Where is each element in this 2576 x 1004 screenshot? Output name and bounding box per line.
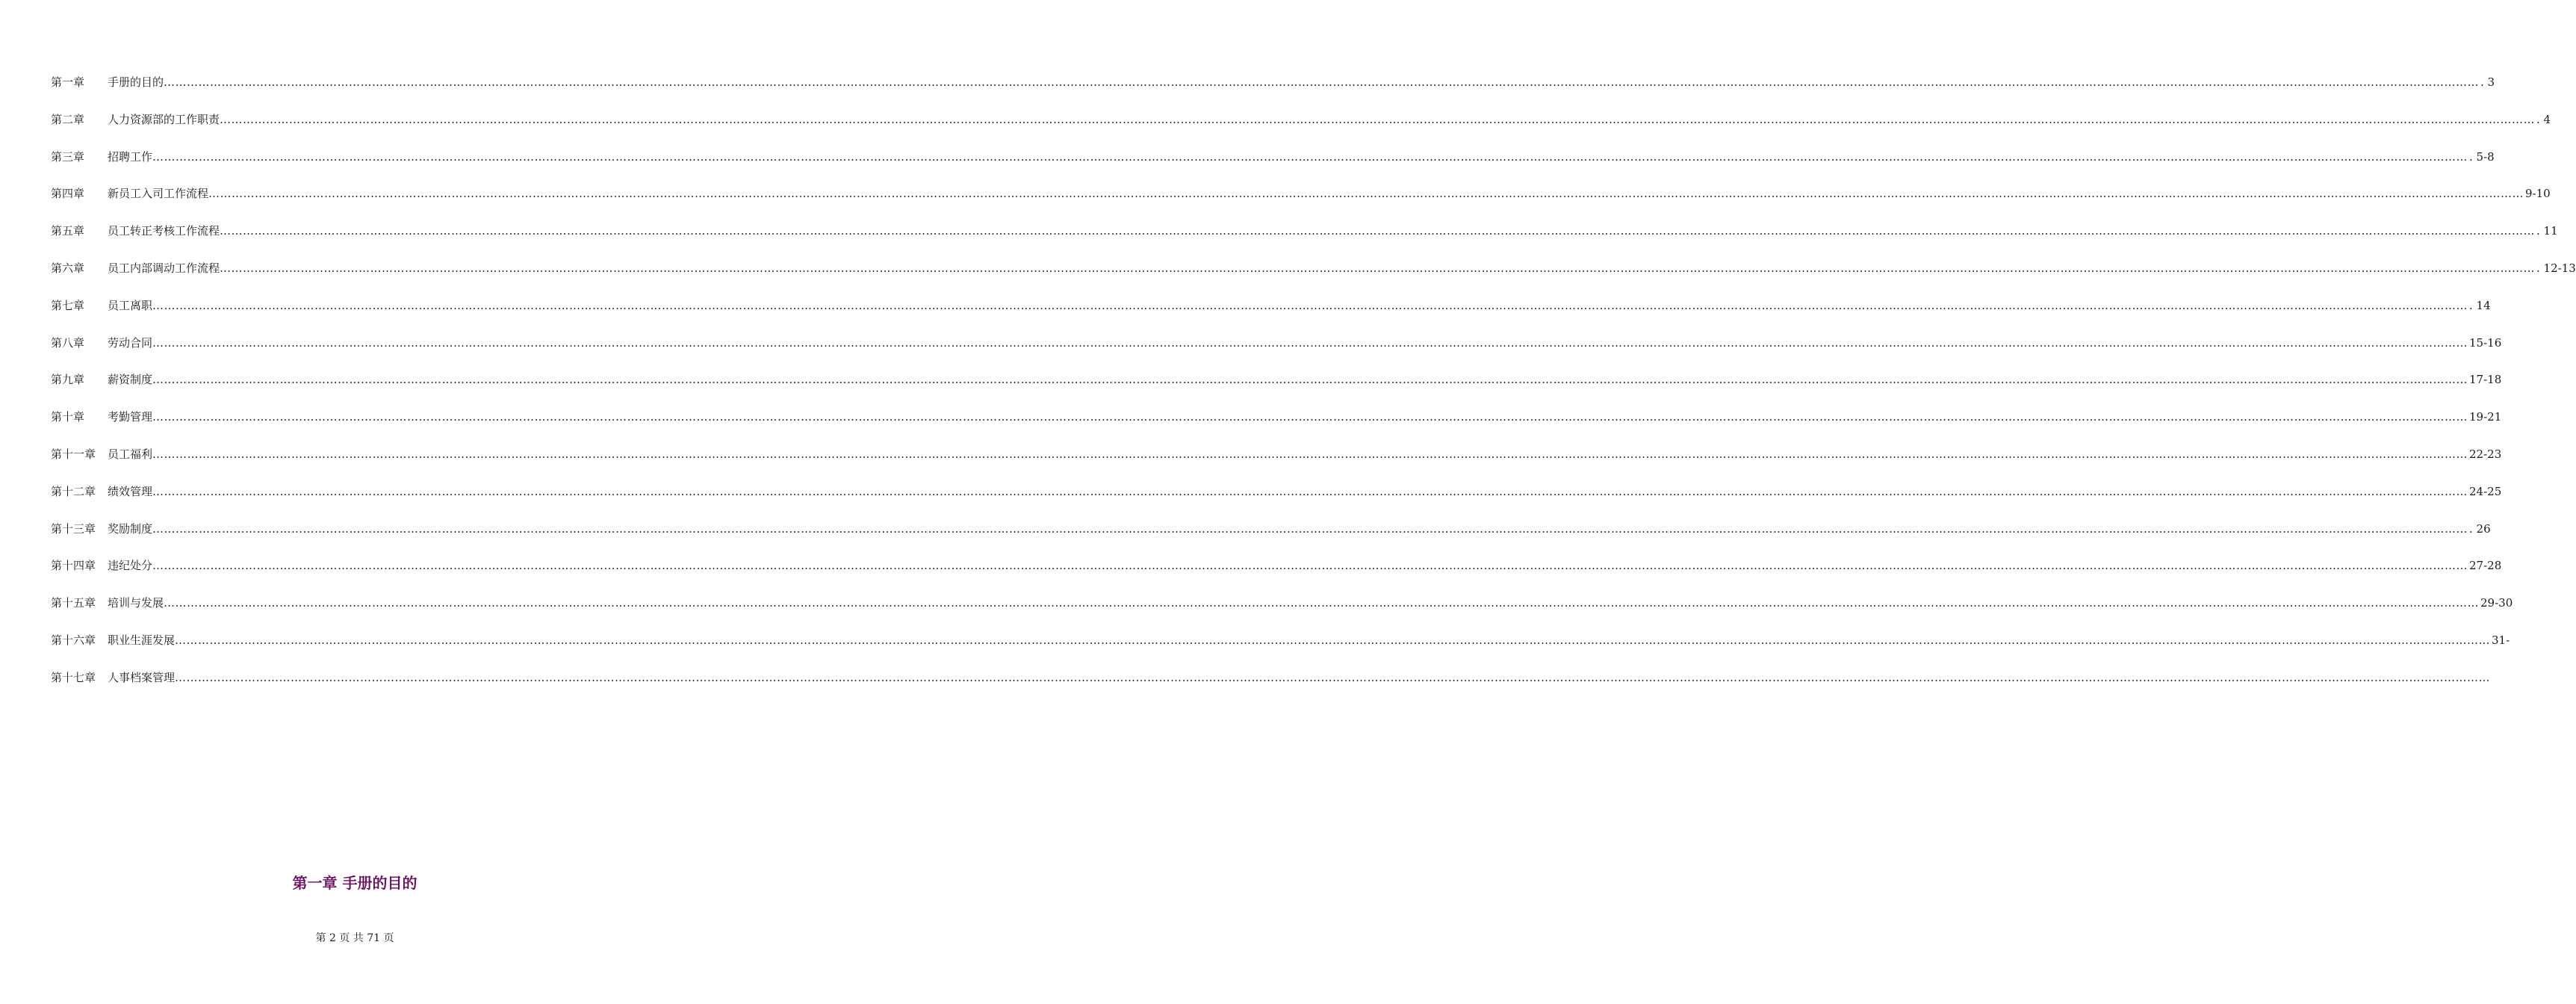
toc-row[interactable] bbox=[51, 72, 2495, 110]
toc-row[interactable] bbox=[51, 110, 2551, 147]
toc-dot-leader: …………………………………………………………………………………………………………………………………………………………………………………………………………………………………………………………………………………………………………………………………………………………………………………………………………………………………………………………………………………………………………………………………………………… bbox=[164, 75, 2480, 89]
toc-dot-leader: …………………………………………………………………………………………………………………………………………………………………………………………………………………………………………………………………………………………………………………………………………………………………………………………………………………………………………………………………………………………………………………………………………………… bbox=[220, 261, 2536, 275]
toc-dot-leader: …………………………………………………………………………………………………………………………………………………………………………………………………………………………………………………………………………………………………………………………………………………………………………………………………………………………………………………………………………………………………………………………………………………… bbox=[164, 596, 2480, 610]
toc-row[interactable] bbox=[51, 444, 2502, 482]
toc-row[interactable] bbox=[51, 482, 2502, 519]
toc-row[interactable] bbox=[51, 519, 2491, 557]
toc-dot-leader: …………………………………………………………………………………………………………………………………………………………………………………………………………………………………………………………………………………………………………………………………………………………………………………………………………………………………………………………………………………………………………………………………………………… bbox=[152, 521, 2468, 536]
toc-page-number: . 5-8 bbox=[2469, 149, 2495, 164]
toc-chapter-title: 员工离职 bbox=[108, 298, 153, 312]
toc-chapter-title: 劳动合同 bbox=[108, 335, 153, 350]
toc-chapter-number: 第五章 bbox=[51, 224, 85, 238]
toc-chapter-number: 第四章 bbox=[51, 187, 85, 201]
toc-page-number: . 26 bbox=[2469, 521, 2491, 536]
toc-page-number: 31- bbox=[2492, 633, 2510, 647]
toc-row[interactable] bbox=[51, 333, 2502, 371]
toc-row[interactable] bbox=[51, 593, 2513, 630]
toc-chapter-title: 新员工入司工作流程 bbox=[108, 187, 209, 201]
toc-row[interactable] bbox=[51, 668, 2491, 705]
toc-chapter-number: 第六章 bbox=[51, 261, 85, 275]
toc-page-number: . 3 bbox=[2480, 75, 2495, 89]
toc-chapter-title: 招聘工作 bbox=[108, 149, 153, 164]
toc-row[interactable] bbox=[51, 296, 2491, 333]
toc-page-number: 27-28 bbox=[2469, 559, 2502, 573]
toc-chapter-title: 人力资源部的工作职责 bbox=[108, 112, 220, 126]
toc-row[interactable] bbox=[51, 258, 2576, 296]
toc-chapter-number: 第十五章 bbox=[51, 596, 96, 610]
toc-dot-leader: …………………………………………………………………………………………………………………………………………………………………………………………………………………………………………………………………………………………………………………………………………………………………………………………………………………………………………………………………………………………………………………………………………………… bbox=[208, 187, 2524, 201]
toc-dot-leader: …………………………………………………………………………………………………………………………………………………………………………………………………………………………………………………………………………………………………………………………………………………………………………………………………………………………………………………………………………………………………………………………………………………… bbox=[220, 224, 2536, 238]
toc-chapter-title: 奖励制度 bbox=[108, 521, 153, 536]
toc-row[interactable] bbox=[51, 221, 2558, 258]
toc-page-number: 24-25 bbox=[2469, 484, 2502, 498]
toc-chapter-title: 考勤管理 bbox=[108, 410, 153, 424]
page-footer: 第 2 页 共 71 页 bbox=[315, 932, 394, 944]
toc-dot-leader: …………………………………………………………………………………………………………………………………………………………………………………………………………………………………………………………………………………………………………………………………………………………………………………………………………………………………………………………………………………………………………………………………………………… bbox=[152, 149, 2468, 164]
toc-row[interactable] bbox=[51, 370, 2502, 407]
toc-page-number: . 14 bbox=[2469, 298, 2491, 312]
toc-chapter-number: 第十七章 bbox=[51, 670, 96, 684]
toc-chapter-number: 第十三章 bbox=[51, 521, 96, 536]
toc-chapter-number: 第十一章 bbox=[51, 447, 96, 461]
toc-chapter-number: 第七章 bbox=[51, 298, 85, 312]
toc-dot-leader: …………………………………………………………………………………………………………………………………………………………………………………………………………………………………………………………………………………………………………………………………………………………………………………………………………………………………………………………………………………………………………………………………………………… bbox=[152, 559, 2468, 573]
toc-chapter-number: 第十二章 bbox=[51, 484, 96, 498]
toc-row[interactable] bbox=[51, 407, 2502, 444]
toc-dot-leader: …………………………………………………………………………………………………………………………………………………………………………………………………………………………………………………………………………………………………………………………………………………………………………………………………………………………………………………………………………………………………………………………………………………… bbox=[152, 447, 2468, 461]
toc-chapter-number: 第十六章 bbox=[51, 633, 96, 647]
toc-chapter-title: 薪资制度 bbox=[108, 373, 153, 387]
toc-page-number: 22-23 bbox=[2469, 447, 2502, 461]
toc-chapter-number: 第九章 bbox=[51, 373, 85, 387]
toc-chapter-title: 绩效管理 bbox=[108, 484, 153, 498]
toc-chapter-title: 员工福利 bbox=[108, 447, 153, 461]
table-of-contents bbox=[51, 72, 2576, 705]
toc-dot-leader: …………………………………………………………………………………………………………………………………………………………………………………………………………………………………………………………………………………………………………………………………………………………………………………………………………………………………………………………………………………………………………………………………………………… bbox=[175, 670, 2491, 684]
toc-chapter-title: 员工转正考核工作流程 bbox=[108, 224, 220, 238]
toc-dot-leader: …………………………………………………………………………………………………………………………………………………………………………………………………………………………………………………………………………………………………………………………………………………………………………………………………………………………………………………………………………………………………………………………………………………… bbox=[152, 335, 2468, 350]
toc-chapter-number: 第十四章 bbox=[51, 559, 96, 573]
toc-chapter-title: 员工内部调动工作流程 bbox=[108, 261, 220, 275]
toc-page-number: . 12-13 bbox=[2536, 261, 2576, 275]
toc-page-number: 29-30 bbox=[2480, 596, 2513, 610]
toc-dot-leader: …………………………………………………………………………………………………………………………………………………………………………………………………………………………………………………………………………………………………………………………………………………………………………………………………………………………………………………………………………………………………………………………………………………… bbox=[152, 298, 2468, 312]
toc-dot-leader: …………………………………………………………………………………………………………………………………………………………………………………………………………………………………………………………………………………………………………………………………………………………………………………………………………………………………………………………………………………………………………………………………………………… bbox=[152, 410, 2468, 424]
toc-page-number: . 11 bbox=[2536, 224, 2558, 238]
toc-page-number: 15-16 bbox=[2469, 335, 2502, 350]
chapter-heading: 第一章 手册的目的 bbox=[292, 874, 418, 892]
toc-row[interactable] bbox=[51, 630, 2510, 668]
toc-dot-leader: …………………………………………………………………………………………………………………………………………………………………………………………………………………………………………………………………………………………………………………………………………………………………………………………………………………………………………………………………………………………………………………………………………………… bbox=[175, 633, 2491, 647]
toc-chapter-title: 人事档案管理 bbox=[108, 670, 176, 684]
toc-chapter-number: 第一章 bbox=[51, 75, 85, 89]
toc-chapter-title: 职业生涯发展 bbox=[108, 633, 176, 647]
toc-chapter-number: 第二章 bbox=[51, 112, 85, 126]
toc-page-number: 9-10 bbox=[2525, 187, 2551, 201]
toc-chapter-number: 第十章 bbox=[51, 410, 85, 424]
toc-row[interactable] bbox=[51, 147, 2495, 185]
toc-dot-leader: …………………………………………………………………………………………………………………………………………………………………………………………………………………………………………………………………………………………………………………………………………………………………………………………………………………………………………………………………………………………………………………………………………………… bbox=[220, 112, 2536, 126]
toc-page-number: . 4 bbox=[2536, 112, 2551, 126]
toc-chapter-number: 第三章 bbox=[51, 149, 85, 164]
toc-page-number: 19-21 bbox=[2469, 410, 2502, 424]
toc-dot-leader: …………………………………………………………………………………………………………………………………………………………………………………………………………………………………………………………………………………………………………………………………………………………………………………………………………………………………………………………………………………………………………………………………………………… bbox=[152, 373, 2468, 387]
toc-dot-leader: …………………………………………………………………………………………………………………………………………………………………………………………………………………………………………………………………………………………………………………………………………………………………………………………………………………………………………………………………………………………………………………………………………………… bbox=[152, 484, 2468, 498]
toc-chapter-number: 第八章 bbox=[51, 335, 85, 350]
toc-chapter-title: 手册的目的 bbox=[108, 75, 164, 89]
toc-row[interactable] bbox=[51, 184, 2551, 221]
toc-page-number: 17-18 bbox=[2469, 373, 2502, 387]
toc-chapter-title: 培训与发展 bbox=[108, 596, 164, 610]
toc-row[interactable] bbox=[51, 556, 2502, 593]
toc-chapter-title: 违纪处分 bbox=[108, 559, 153, 573]
